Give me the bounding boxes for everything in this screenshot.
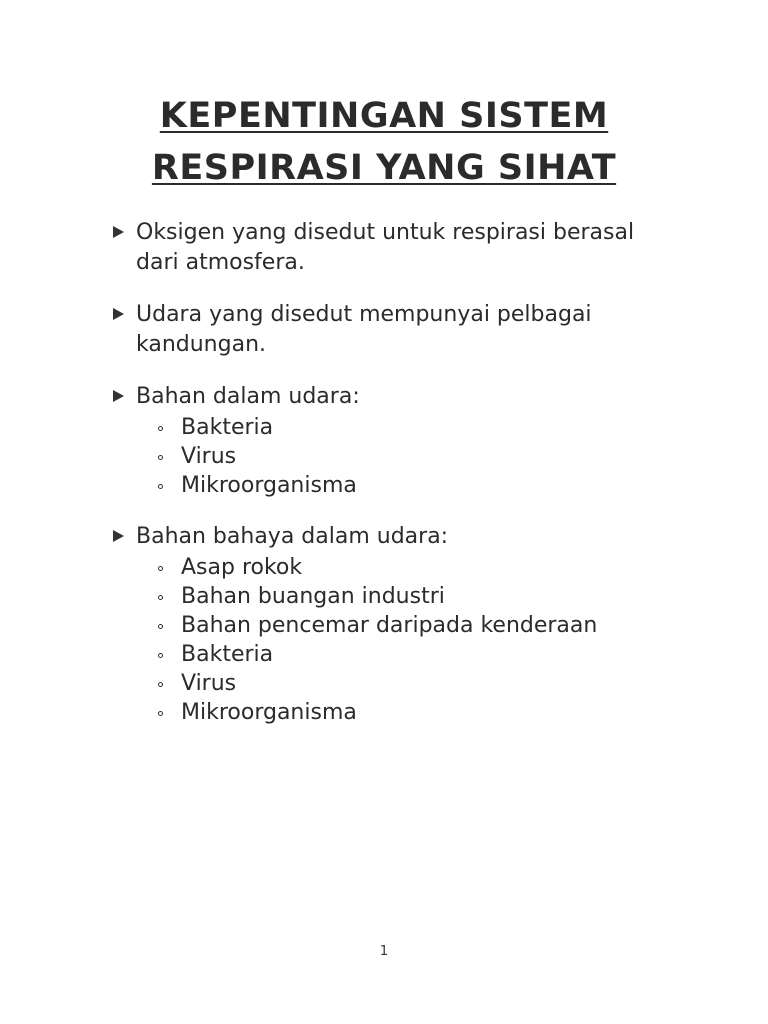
sub-bullet-item [136,698,670,727]
sub-bullet-text: Virus [181,671,237,696]
sub-bullet-text: Virus [181,444,237,469]
bullet-list [110,218,670,727]
page-number: 1 [379,944,389,959]
page-title [0,90,768,194]
sub-bullet-list [136,553,670,727]
sub-bullet-text: Asap rokok [181,555,303,580]
triangle-right-icon [113,308,124,320]
sub-bullet-item [136,611,670,640]
hollow-circle-icon [158,484,163,489]
bullet-item [110,522,670,727]
bullet-text: Bahan dalam udara: [136,384,360,409]
title-line-1: KEPENTINGAN SISTEM [159,96,609,136]
title-line-2: RESPIRASI YANG SIHAT [151,148,617,188]
sub-bullet-list [136,413,670,500]
bullet-text: Bahan bahaya dalam udara: [136,524,449,549]
sub-bullet-text: Bahan pencemar daripada kenderaan [181,613,598,638]
hollow-circle-icon [158,711,163,716]
triangle-right-icon [113,226,124,238]
hollow-circle-icon [158,426,163,431]
bullet-text-line: kandungan. [136,332,267,357]
sub-bullet-text: Bakteria [181,415,274,440]
sub-bullet-text: Mikroorganisma [181,473,357,498]
hollow-circle-icon [158,455,163,460]
sub-bullet-text: Mikroorganisma [181,700,357,725]
triangle-right-icon [113,530,124,542]
triangle-right-icon [113,390,124,402]
bullet-text-line: Oksigen yang disedut untuk respirasi berasal [136,220,635,245]
hollow-circle-icon [158,682,163,687]
hollow-circle-icon [158,566,163,571]
hollow-circle-icon [158,653,163,658]
sub-bullet-item [136,582,670,611]
bullet-item [110,300,670,360]
bullet-item [110,218,670,278]
bullet-item [110,382,670,500]
sub-bullet-item [136,471,670,500]
sub-bullet-item [136,442,670,471]
bullet-text-line: Udara yang disedut mempunyai pelbagai [136,302,592,327]
sub-bullet-item [136,640,670,669]
sub-bullet-item [136,669,670,698]
sub-bullet-item [136,413,670,442]
bullet-text-line: dari atmosfera. [136,250,305,275]
hollow-circle-icon [158,624,163,629]
sub-bullet-text: Bahan buangan industri [181,584,445,609]
sub-bullet-item [136,553,670,582]
sub-bullet-text: Bakteria [181,642,274,667]
hollow-circle-icon [158,595,163,600]
